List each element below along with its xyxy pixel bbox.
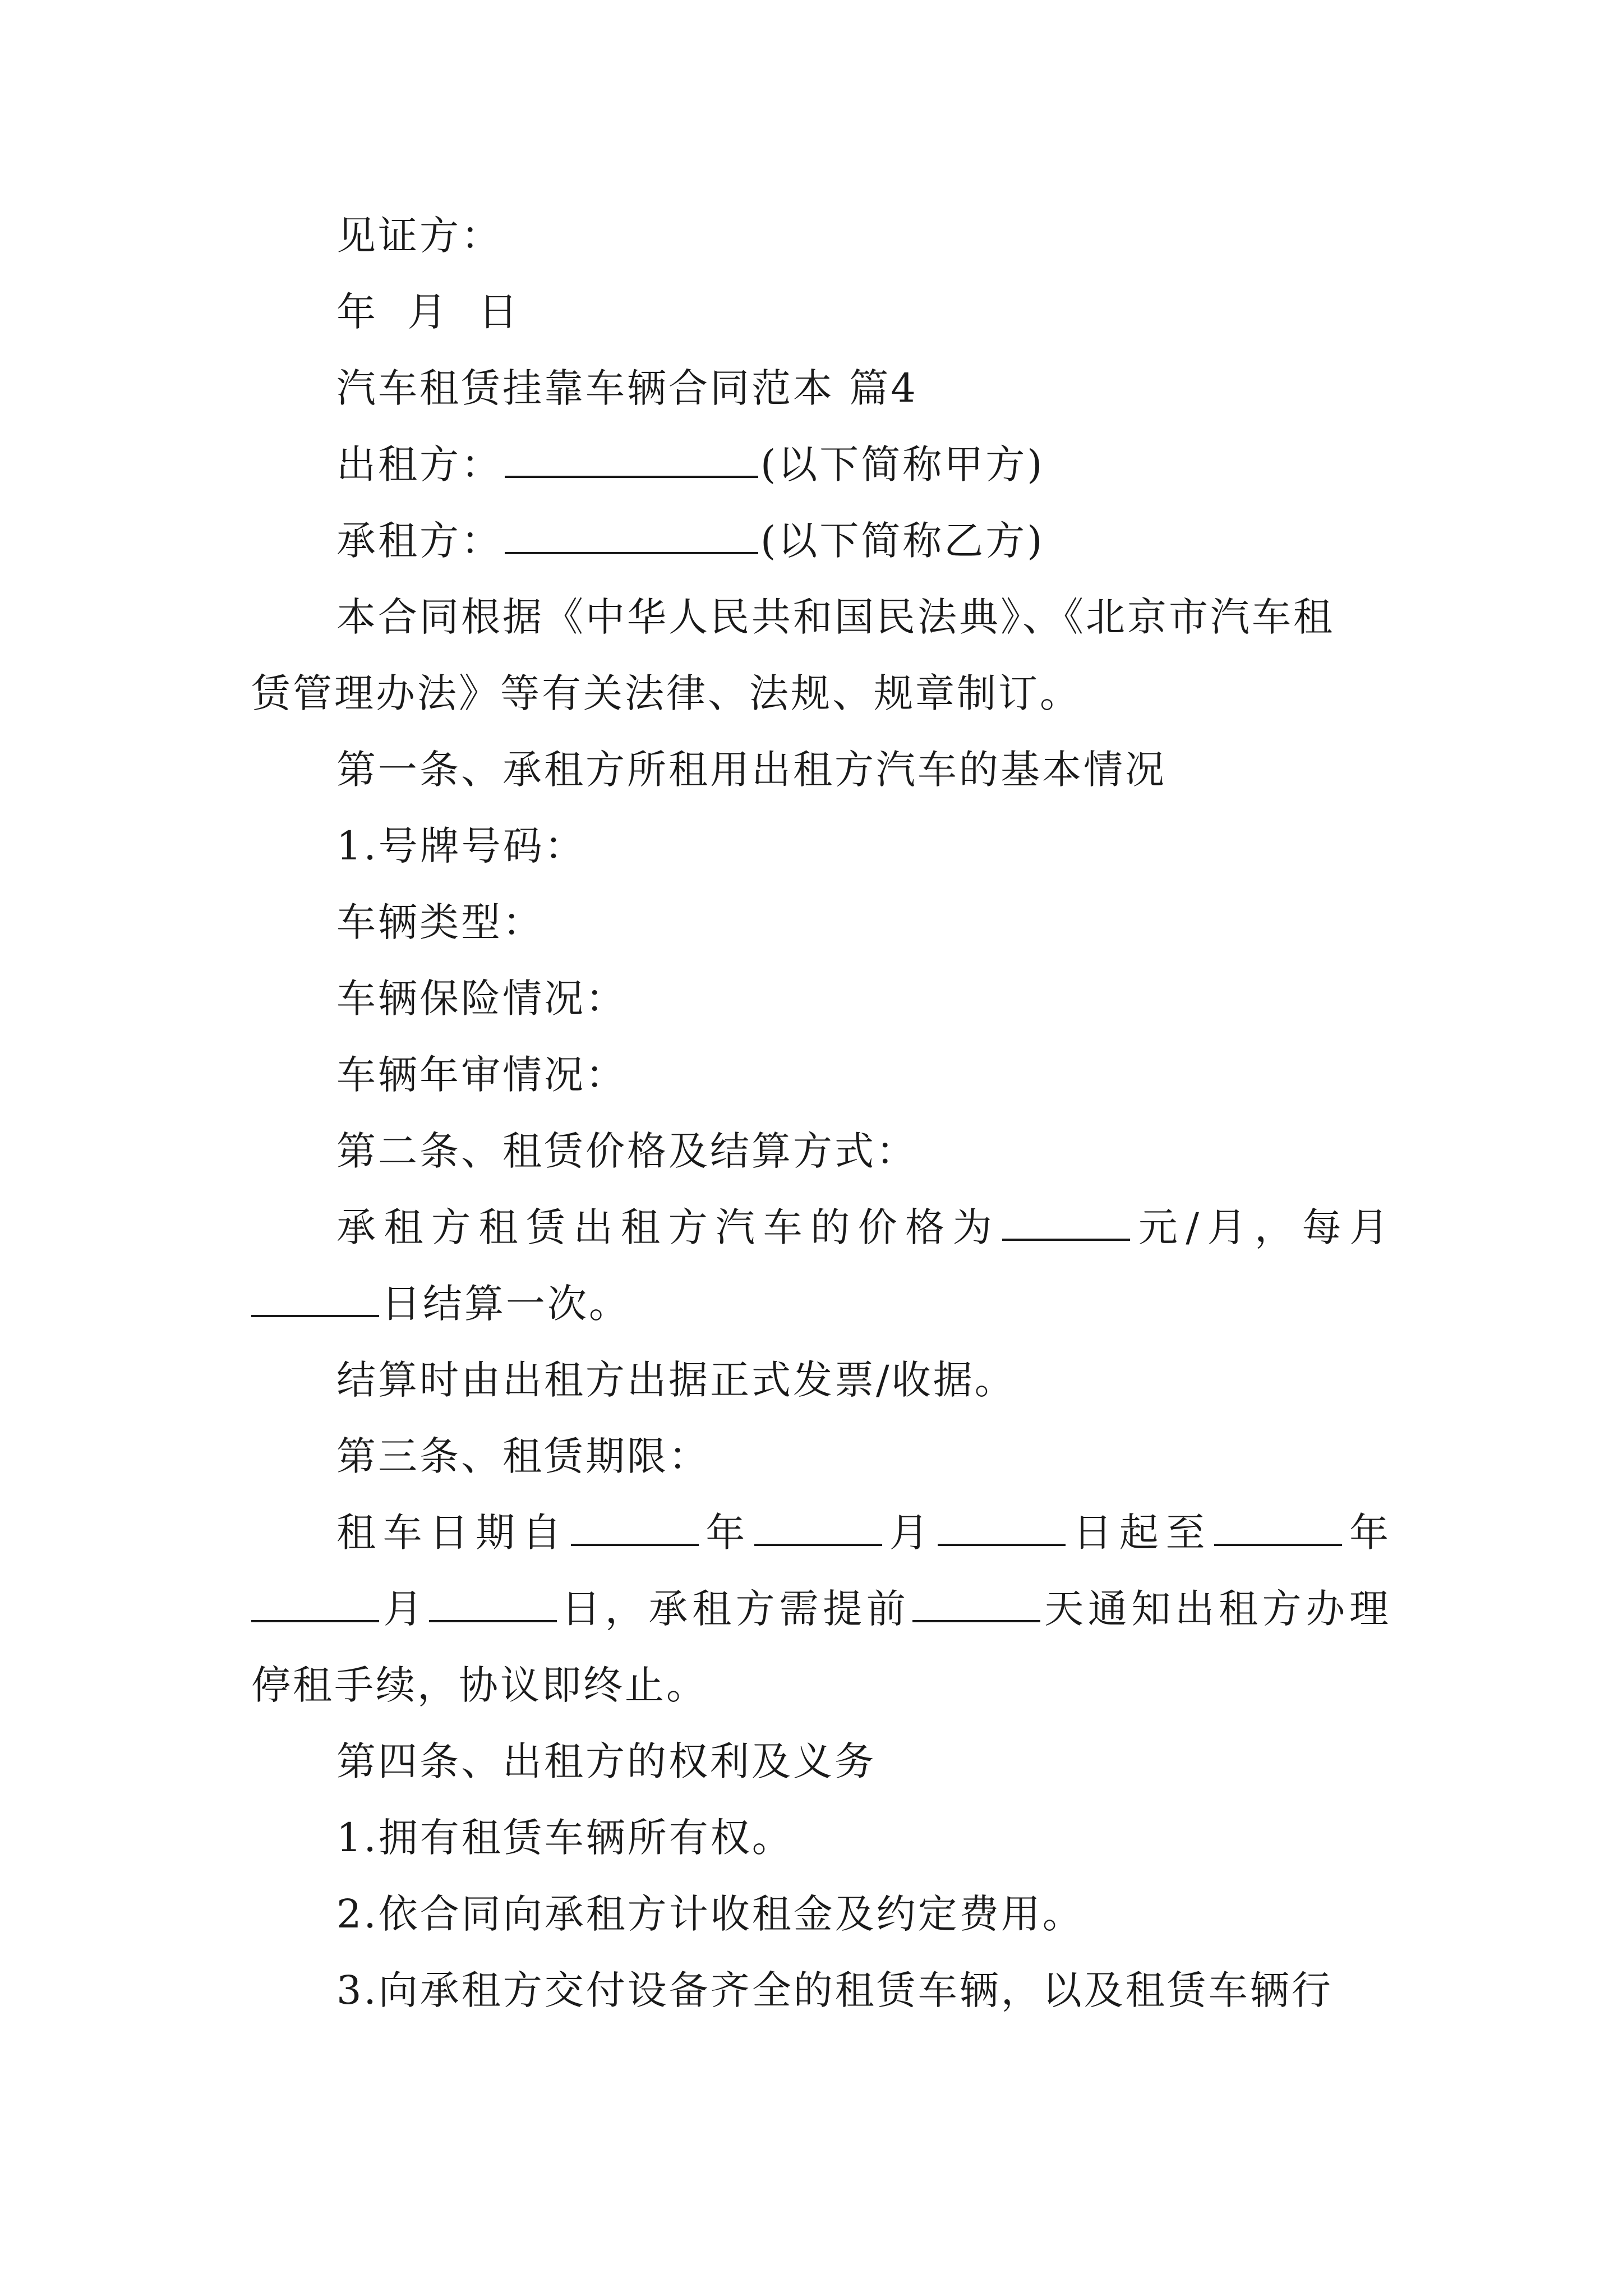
lessor-suffix: (以下简称甲方) — [760, 441, 1045, 487]
right-1-text: 1.拥有租赁车辆所有权。 — [336, 1815, 794, 1861]
lessor-blank — [505, 443, 758, 478]
end-month-blank — [251, 1588, 379, 1622]
price-blank — [1002, 1206, 1130, 1241]
start-month-blank — [754, 1511, 882, 1546]
right-3-text: 3.向承租方交付设备齐全的租赁车辆，以及租赁车辆行 — [336, 1967, 1333, 2013]
article-3-title — [251, 1418, 1391, 1494]
basis-line-1 — [251, 579, 1391, 655]
lessee-label: 承租方： — [336, 518, 502, 564]
plate-label: 1.号牌号码： — [336, 823, 586, 869]
period-end-text: 停租手续，协议即终止。 — [251, 1662, 708, 1708]
vehicle-type-label: 车辆类型： — [336, 899, 544, 945]
article-2-title — [251, 1113, 1391, 1189]
period-text-start: 租车日期自 — [336, 1510, 569, 1556]
right-1-line — [251, 1800, 1391, 1876]
lessee-line — [251, 503, 1391, 579]
basis-line-2 — [251, 655, 1391, 731]
lessee-suffix: (以下简称乙方) — [760, 518, 1045, 564]
start-year-blank — [571, 1511, 699, 1546]
article-3-text: 第三条、租赁期限： — [336, 1433, 710, 1479]
lessor-label: 出租方： — [336, 441, 502, 487]
lessor-line — [251, 426, 1391, 503]
vehicle-type-line — [251, 884, 1391, 960]
period-notice-label: 天通知出租方办理 — [1042, 1586, 1391, 1632]
right-3-line — [251, 1952, 1391, 2028]
right-2-line — [251, 1876, 1391, 1952]
article-1-text: 第一条、承租方所租用出租方汽车的基本情况 — [336, 747, 1166, 793]
inspection-line — [251, 1037, 1391, 1113]
notice-days-blank — [912, 1588, 1040, 1622]
invoice-text: 结算时由出租方出据正式发票/收据。 — [336, 1357, 1016, 1403]
period-day-from-label: 日起至 — [1068, 1510, 1212, 1556]
date-text: 年 月 日 — [336, 289, 520, 335]
inspection-label: 车辆年审情况： — [336, 1052, 627, 1098]
contract-heading — [251, 350, 1391, 426]
period-line-2 — [251, 1571, 1391, 1647]
heading-text: 汽车租赁挂靠车辆合同范本 篇4 — [336, 365, 918, 411]
period-line-3 — [251, 1647, 1391, 1723]
witness-label: 见证方： — [336, 213, 502, 259]
article-4-text: 第四条、出租方的权利及义务 — [336, 1738, 876, 1784]
basis-text-1: 本合同根据《中华人民共和国民法典》、《北京市汽车租 — [336, 594, 1335, 640]
period-line-1 — [251, 1494, 1391, 1571]
invoice-line — [251, 1342, 1391, 1418]
price-line-2 — [251, 1266, 1391, 1342]
article-1-title — [251, 731, 1391, 808]
insurance-line — [251, 960, 1391, 1037]
price-text-3: 日结算一次。 — [381, 1281, 630, 1327]
price-line-1 — [251, 1189, 1391, 1266]
article-4-title — [251, 1723, 1391, 1800]
contract-text — [251, 197, 1391, 2028]
period-month2-label: 月 — [381, 1586, 427, 1632]
end-day-blank — [429, 1588, 557, 1622]
price-text-2: 元/月，每月 — [1132, 1204, 1391, 1250]
end-year-blank — [1214, 1511, 1342, 1546]
plate-line — [251, 808, 1391, 884]
price-text-1: 承租方租赁出租方汽车的价格为 — [336, 1204, 1000, 1250]
start-day-blank — [938, 1511, 1066, 1546]
lessee-blank — [505, 519, 758, 554]
period-year2-label: 年 — [1344, 1510, 1391, 1556]
witness-line — [251, 197, 1391, 274]
period-year-label: 年 — [700, 1510, 753, 1556]
period-day2-label: 日，承租方需提前 — [559, 1586, 910, 1632]
article-2-text: 第二条、租赁价格及结算方式： — [336, 1128, 917, 1174]
period-month-label: 月 — [884, 1510, 936, 1556]
insurance-label: 车辆保险情况： — [336, 976, 627, 1022]
right-2-text: 2.依合同向承租方计收租金及约定费用。 — [336, 1891, 1084, 1937]
basis-text-2: 赁管理办法》等有关法律、法规、规章制订。 — [251, 670, 1081, 716]
settle-day-blank — [251, 1282, 379, 1317]
date-line — [251, 274, 1391, 350]
